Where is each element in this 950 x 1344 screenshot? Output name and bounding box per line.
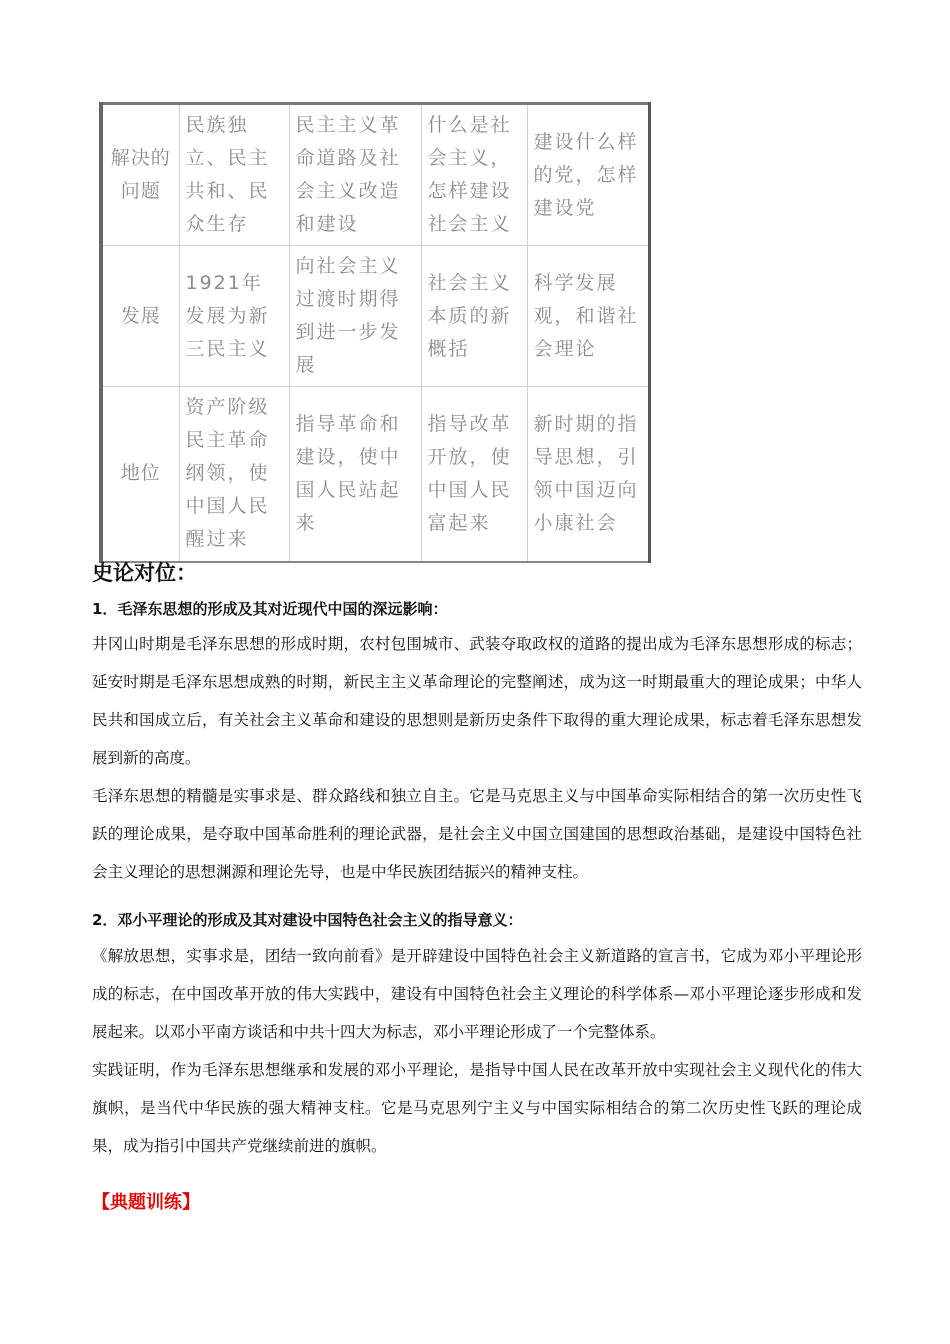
table-cell: 民主主义革命道路及社会主义改造和建设 (289, 104, 421, 246)
table-cell: 什么是社会主义，怎样建设社会主义 (421, 104, 527, 246)
table-cell: 指导革命和建设，使中国人民站起来 (289, 387, 421, 562)
row-label: 发展 (101, 246, 179, 387)
table-cell: 指导改革开放，使中国人民富起来 (421, 387, 527, 562)
table-cell: 科学发展观，和谐社会理论 (527, 246, 649, 387)
table-cell: 社会主义本质的新概括 (421, 246, 527, 387)
exercise-heading: 【典题训练】 (92, 1192, 200, 1213)
theory-comparison-table (99, 102, 651, 563)
table-row (101, 246, 649, 387)
section-title: 史论对位： (92, 561, 197, 585)
table-cell: 资产阶级民主革命纲领，使中国人民醒过来 (179, 387, 289, 562)
table-cell: 民族独立、民主共和、民众生存 (179, 104, 289, 246)
heading-mao-thought: 1．毛泽东思想的形成及其对近现代中国的深远影响： (92, 600, 448, 618)
paragraph: 井冈山时期是毛泽东思想的形成时期，农村包围城市、武装夺取政权的道路的提出成为毛泽东思想形成的标志；延安时期是毛泽东思想成熟的时期，新民主主义革命理论的完整阐述，成为这一时期最重大的理论成果；中华人民共和国成立后，有关社会主义革命和建设的思想则是新历史条件下取得的重大理论成果，标志着毛泽东思想发展到新的高度。 (92, 635, 862, 767)
paragraph: 毛泽东思想的精髓是实事求是、群众路线和独立自主。它是马克思主义与中国革命实际相结合的第一次历史性飞跃的理论成果，是夺取中国革命胜利的理论武器，是社会主义中国立国建国的思想政治基础，是建设中国特色社会主义理论的思想渊源和理论先导，也是中华民族团结振兴的精神支柱。 (92, 787, 862, 881)
table-cell: 向社会主义过渡时期得到进一步发展 (289, 246, 421, 387)
table-cell: 新时期的指导思想，引领中国迈向小康社会 (527, 387, 649, 562)
paragraph: 实践证明，作为毛泽东思想继承和发展的邓小平理论，是指导中国人民在改革开放中实现社会主义现代化的伟大旗帜，是当代中华民族的强大精神支柱。它是马克思列宁主义与中国实际相结合的第二次历史性飞跃的理论成果，成为指引中国共产党继续前进的旗帜。 (92, 1061, 862, 1155)
table-cell: 建设什么样的党，怎样建设党 (527, 104, 649, 246)
table-cell: 1921年发展为新三民主义 (179, 246, 289, 387)
row-label: 解决的问题 (101, 104, 179, 246)
table-row (101, 387, 649, 562)
table-row (101, 104, 649, 246)
paragraph: 《解放思想，实事求是，团结一致向前看》是开辟建设中国特色社会主义新道路的宣言书，它成为邓小平理论形成的标志，在中国改革开放的伟大实践中，建设有中国特色社会主义理论的科学体系—邓小平理论逐步形成和发展起来。以邓小平南方谈话和中共十四大为标志，邓小平理论形成了一个完整体系。 (92, 947, 862, 1041)
heading-deng-theory: 2．邓小平理论的形成及其对建设中国特色社会主义的指导意义： (92, 911, 523, 929)
row-label: 地位 (101, 387, 179, 562)
